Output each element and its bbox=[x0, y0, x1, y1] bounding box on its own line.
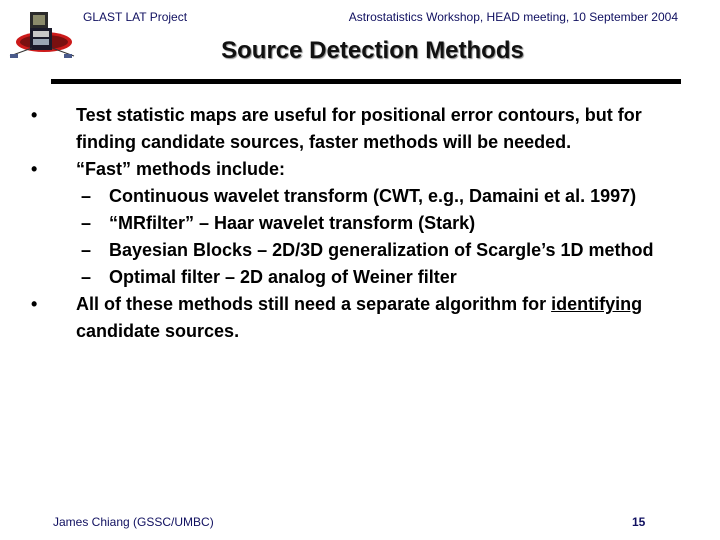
sub-bullet-item bbox=[27, 210, 697, 237]
sub-bullet-item bbox=[27, 264, 697, 291]
sub-bullet-dash: – bbox=[81, 213, 92, 233]
sub-bullet-dash: – bbox=[81, 186, 92, 206]
sub-bullet-text: Bayesian Blocks – 2D/3D generalization of Scargle’s 1D method bbox=[109, 240, 654, 260]
bullet-item bbox=[27, 102, 697, 156]
bullet-mark: • bbox=[31, 159, 38, 179]
sub-bullet-text: Optimal filter – 2D analog of Weiner filter bbox=[109, 267, 457, 287]
footer-author: James Chiang (GSSC/UMBC) bbox=[53, 515, 214, 529]
slide-content bbox=[27, 102, 697, 345]
underlined-word: identifying bbox=[551, 294, 643, 314]
bullet-text-start: All of these methods still need a separate algorithm for bbox=[76, 294, 552, 314]
slide-title: Source Detection Methods bbox=[221, 37, 524, 64]
bullet-item bbox=[27, 291, 697, 345]
sub-bullet-text: Continuous wavelet transform (CWT, e.g., Damaini et al. 1997) bbox=[109, 186, 637, 206]
header-left: GLAST LAT Project bbox=[83, 10, 188, 24]
sub-bullet-text: “MRfilter” – Haar wavelet transform (Stark) bbox=[109, 213, 476, 233]
page-number: 15 bbox=[632, 515, 646, 529]
title-divider bbox=[51, 79, 681, 84]
bullet-text: Test statistic maps are useful for positional error contours, but for finding candidate sources, faster methods will be needed. bbox=[76, 105, 642, 152]
bullet-item bbox=[27, 156, 697, 183]
bullet-mark: • bbox=[31, 105, 38, 125]
sub-bullet-item bbox=[27, 237, 697, 264]
bullet-mark: • bbox=[31, 294, 38, 314]
header-right: Astrostatistics Workshop, HEAD meeting, 10 September 2004 bbox=[348, 10, 678, 24]
sub-bullet-dash: – bbox=[81, 240, 92, 260]
bullet-text: “Fast” methods include: bbox=[76, 159, 286, 179]
sub-bullet-item bbox=[27, 183, 697, 210]
bullet-text-end: candidate sources. bbox=[76, 321, 240, 341]
sub-bullet-dash: – bbox=[81, 267, 92, 287]
